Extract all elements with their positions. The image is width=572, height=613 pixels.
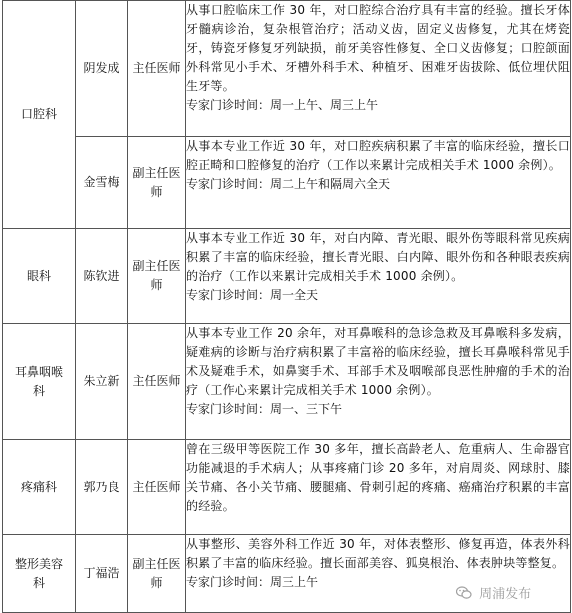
doctor-title: 副主任医师 xyxy=(128,229,186,324)
doctor-title: 副主任医师 xyxy=(128,137,186,229)
clinic-hours: 专家门诊时间：周三上午 xyxy=(186,575,319,589)
watermark-text: 周浦发布 xyxy=(479,587,532,602)
doctor-name: 丁福浩 xyxy=(76,535,128,613)
doctor-description: 从事本专业工作近 30 年，对白内障、青光眼、眼外伤等眼科常见疾病积累了丰富的临床经验，擅长青光眼、白内障、眼外伤和各种眼表疾病的治疗（工作以来累计完成相关手术 1000 余例）。 xyxy=(186,231,570,283)
clinic-hours: 专家门诊时间：周一上午、周三上午 xyxy=(186,98,379,112)
doctor-description-cell xyxy=(186,229,571,324)
table-row xyxy=(3,324,571,440)
doctor-title: 主任医师 xyxy=(128,324,186,440)
table-row xyxy=(3,137,571,229)
doctor-description: 曾在三级甲等医院工作 30 多年，擅长高龄老人、危重病人、生命器官功能减退的手术病人；从事疼痛门诊 20 多年，对肩周炎、网球肘、膝关节痛、各小关节痛、腰腿痛、骨刺引起的疼痛、癌痛治疗积累的丰富的经验。 xyxy=(186,442,570,513)
table-row xyxy=(3,440,571,535)
doctor-description-cell xyxy=(186,324,571,440)
doctor-description-cell xyxy=(186,137,571,229)
doctor-name: 郭乃良 xyxy=(76,440,128,535)
department-cell: 整形美容科 xyxy=(3,535,76,613)
doctor-description: 从事整形、美容外科工作近 30 年，对体表整形、修复再造，体表外科积累了丰富的临床经验。擅长面部美容、狐臭根治、体表肿块等整复。 xyxy=(186,537,570,570)
clinic-hours: 专家门诊时间：周一、三下午 xyxy=(186,402,343,416)
doctor-name: 阴发成 xyxy=(76,1,128,137)
doctor-title: 主任医师 xyxy=(128,1,186,137)
table-row xyxy=(3,1,571,137)
department-cell: 口腔科 xyxy=(3,1,76,229)
doctor-description: 从事本专业工作近 30 年，对口腔疾病积累了丰富的临床经验，擅长口腔正畸和口腔修复的治疗（工作以来累计完成相关手术 1000 余例）。 xyxy=(186,139,570,172)
doctor-name: 陈钦进 xyxy=(76,229,128,324)
doctor-name: 金雪梅 xyxy=(76,137,128,229)
department-cell: 疼痛科 xyxy=(3,440,76,535)
doctor-description: 从事口腔临床工作 30 年，对口腔综合治疗具有丰富的经验。擅长牙体牙髓病诊治，复杂根管治疗；活动义齿，固定义齿修复，尤其在烤瓷牙，铸瓷牙修复牙列缺损，前牙美容性修复、全口义齿修复；口腔颌面外科常见小手术、牙槽外科手术、种植牙、困难牙齿拔除、低位埋伏阻生牙等。 xyxy=(186,3,570,93)
table-row xyxy=(3,229,571,324)
clinic-hours: 专家门诊时间：周二上午和隔周六全天 xyxy=(186,177,391,191)
doctor-name: 朱立新 xyxy=(76,324,128,440)
doctor-description-cell xyxy=(186,1,571,137)
department-cell: 耳鼻咽喉科 xyxy=(3,324,76,440)
clinic-hours: 专家门诊时间：周一全天 xyxy=(186,288,319,302)
watermark xyxy=(456,583,531,602)
doctor-description: 从事本专业工作 20 余年，对耳鼻喉科的急诊急救及耳鼻喉科多发病，疑难病的诊断与治疗病积累了丰富裕的临床经验，擅长耳鼻喉科常见手术及疑难手术，如鼻窦手术、耳部手术及咽喉部良恶性肿瘤的手术的治疗（工作心来累计完成相关手术 1000 余例）。 xyxy=(186,326,570,397)
doctor-title: 副主任医师 xyxy=(128,535,186,613)
doctor-title: 主任医师 xyxy=(128,440,186,535)
expert-doctor-table xyxy=(2,0,571,613)
wechat-icon xyxy=(456,586,472,600)
department-cell: 眼科 xyxy=(3,229,76,324)
doctor-description-cell xyxy=(186,440,571,535)
